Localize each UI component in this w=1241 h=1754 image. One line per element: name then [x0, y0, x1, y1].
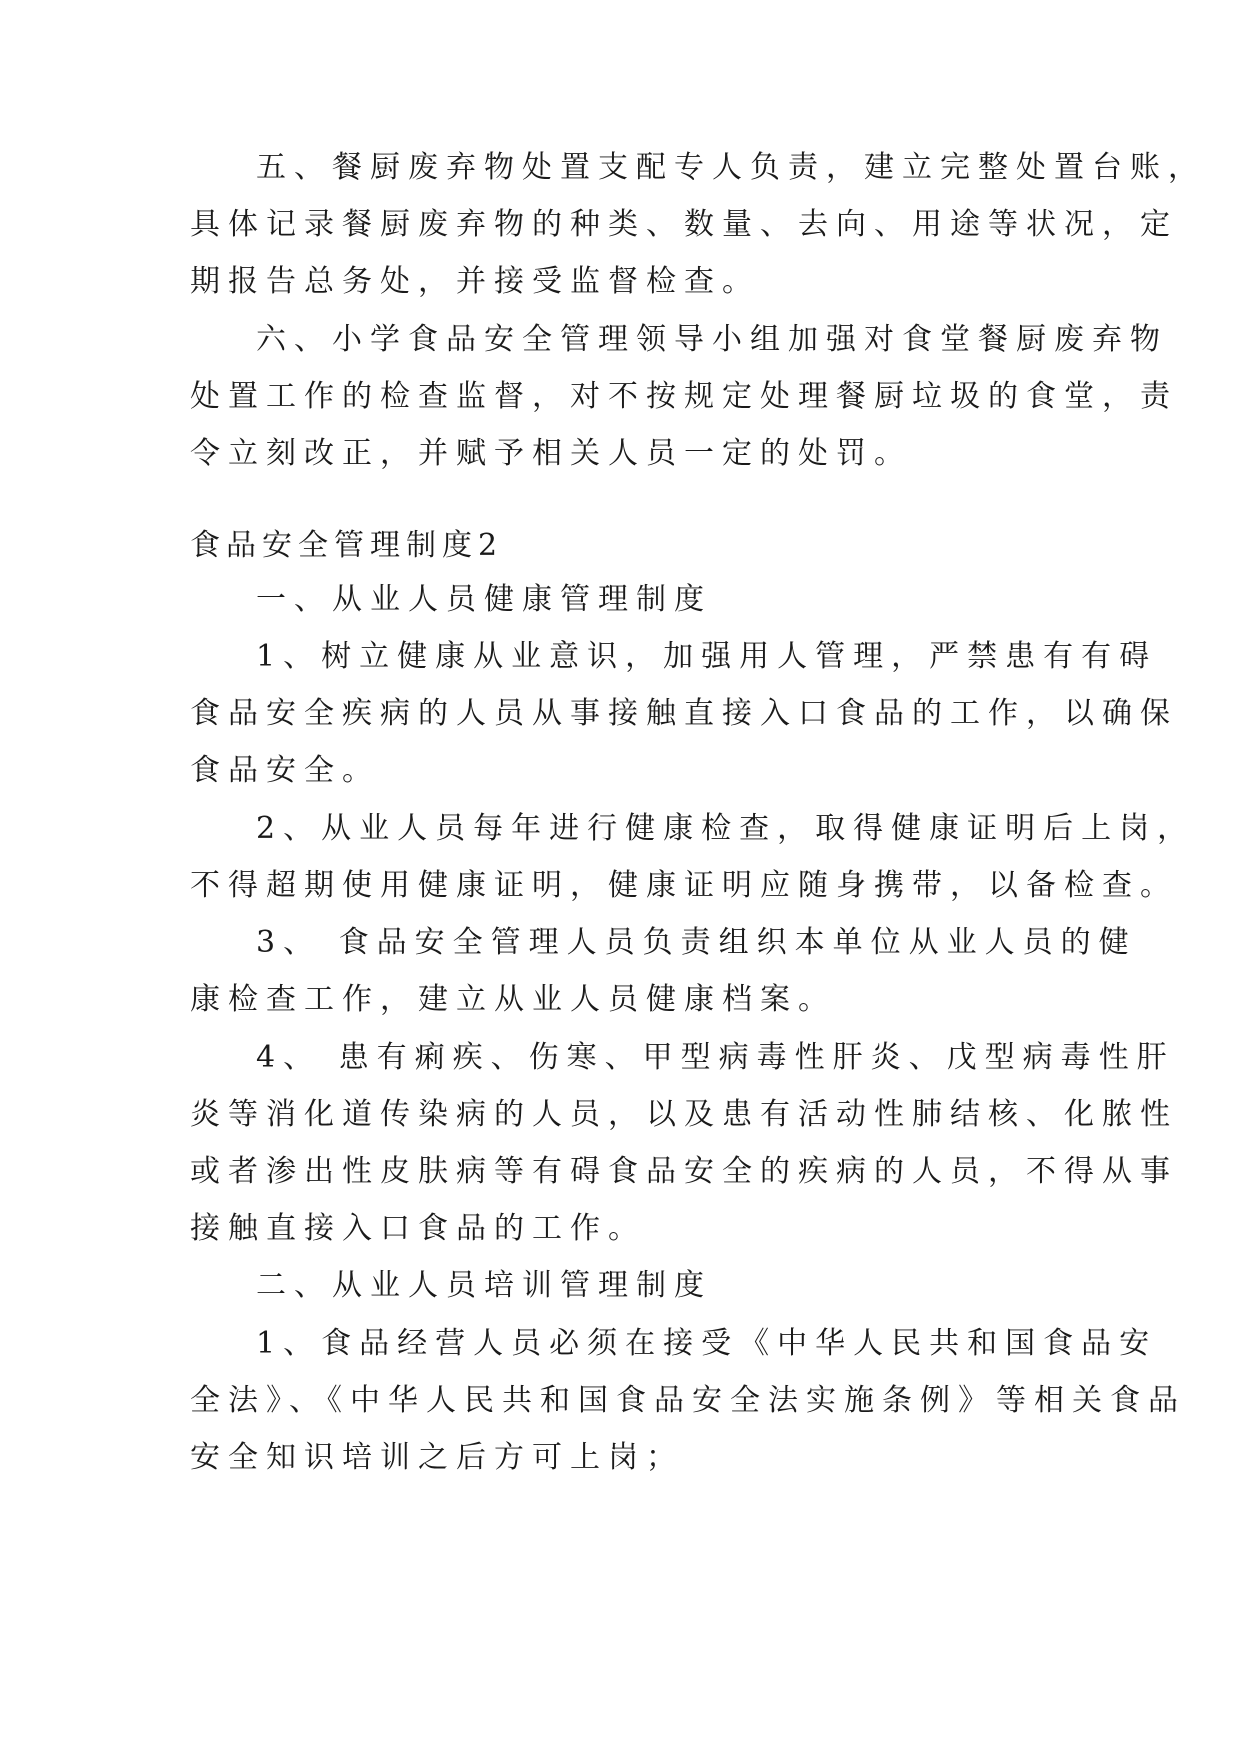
paragraph-line: 1、树立健康从业意识，加强用人管理，严禁患有有碍: [256, 639, 1158, 674]
paragraph-line: 食品安全。: [190, 753, 380, 788]
paragraph-line: 接触直接入口食品的工作。: [190, 1211, 646, 1246]
paragraph-line: 1、食品经营人员必须在接受《中华人民共和国食品安: [256, 1326, 1158, 1361]
paragraph-line: 康检查工作，建立从业人员健康档案。: [190, 982, 836, 1017]
paragraph-line: 或者渗出性皮肤病等有碍食品安全的疾病的人员，不得从事: [190, 1154, 1178, 1189]
subsection-heading: 二、从业人员培训管理制度: [256, 1268, 712, 1303]
paragraph-line: 五、餐厨废弃物处置支配专人负责，建立完整处置台账，: [256, 150, 1206, 185]
paragraph-line: 处置工作的检查监督，对不按规定处理餐厨垃圾的食堂，责: [190, 379, 1178, 414]
paragraph-line: 不得超期使用健康证明，健康证明应随身携带，以备检查。: [190, 868, 1178, 903]
paragraph-line: 4、 患有痢疾、伤寒、甲型病毒性肝炎、戊型病毒性肝: [256, 1040, 1175, 1075]
subsection-heading: 一、从业人员健康管理制度: [256, 582, 712, 617]
paragraph-line: 具体记录餐厨废弃物的种类、数量、去向、用途等状况，定: [190, 207, 1178, 242]
paragraph-line: 期报告总务处，并接受监督检查。: [190, 264, 760, 299]
paragraph-line: 安全知识培训之后方可上岗；: [190, 1440, 684, 1475]
paragraph-line: 令立刻改正，并赋予相关人员一定的处罚。: [190, 436, 912, 471]
paragraph-line: 2、从业人员每年进行健康检查，取得健康证明后上岗，: [256, 811, 1196, 846]
paragraph-line: 六、小学食品安全管理领导小组加强对食堂餐厨废弃物: [256, 322, 1168, 357]
paragraph-line: 炎等消化道传染病的人员，以及患有活动性肺结核、化脓性: [190, 1097, 1178, 1132]
paragraph-line: 全法》、《中华人民共和国食品安全法实施条例》等相关食品: [190, 1383, 1186, 1418]
paragraph-line: 食品安全疾病的人员从事接触直接入口食品的工作，以确保: [190, 696, 1178, 731]
section-heading: 食品安全管理制度2: [190, 528, 504, 563]
paragraph-line: 3、 食品安全管理人员负责组织本单位从业人员的健: [256, 925, 1137, 960]
